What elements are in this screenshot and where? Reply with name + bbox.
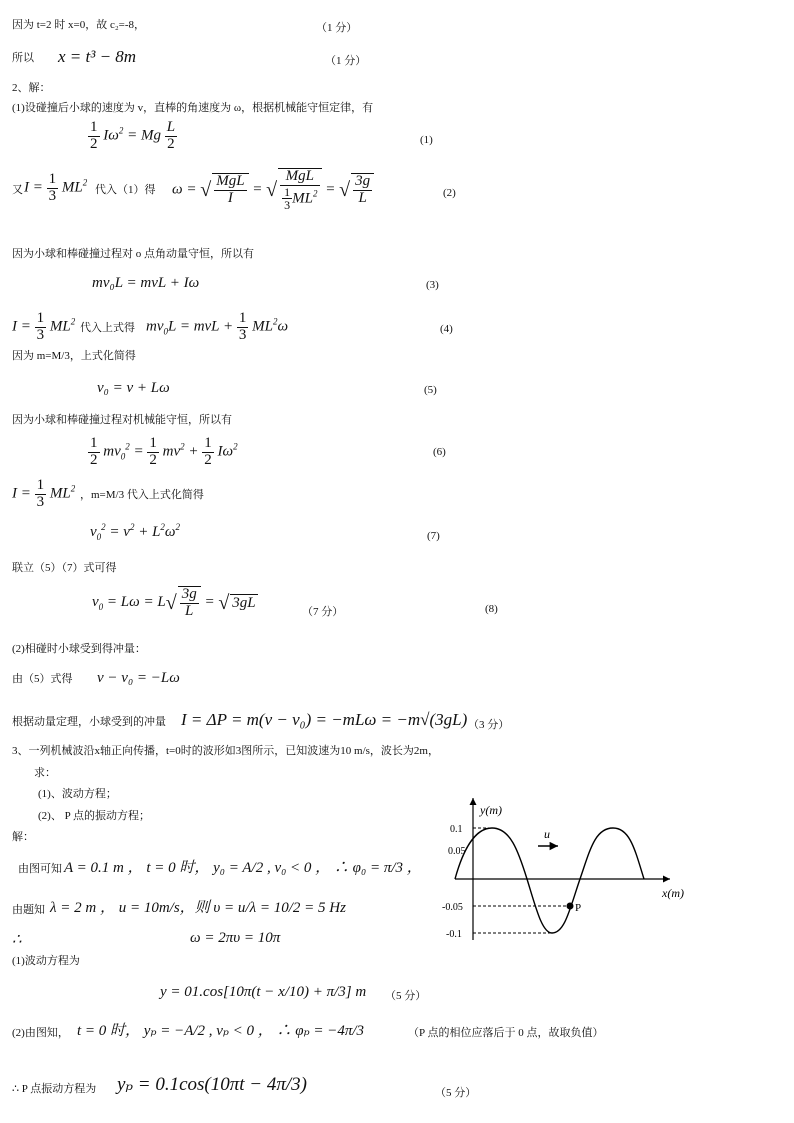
- top-line-2-score: （1 分）: [325, 55, 367, 67]
- p-line-prefix: (2)由图知，: [12, 1027, 69, 1039]
- problem-2-text-8: 联立（5）（7）式可得: [12, 562, 117, 574]
- x-axis-label: x(m): [662, 886, 684, 900]
- from-eq5-equation: v − v₀ = −Lω: [97, 670, 180, 686]
- impulse-score: （3 分）: [468, 719, 510, 731]
- problem-2-part-2: (2)相碰时小球受到得冲量：: [12, 643, 146, 655]
- problem-2-text-3: 因为小球和棒碰撞过程对 o 点角动量守恒，所以有: [12, 248, 254, 260]
- point-p: [567, 903, 574, 910]
- problem-3-q1: (1)、波动方程；: [38, 788, 117, 800]
- step-3-therefore: ∴: [12, 932, 22, 948]
- top-line-1: 因为 t=2 时 x=0，故 c₂=-8，: [12, 19, 146, 31]
- wave-curve: [455, 828, 644, 933]
- impulse-equation: I = ΔP = m(v − v₀) = −mLω = −m√(3gL): [181, 710, 468, 729]
- equation-1: $\frac{1}{2}$ $I\omega^2 = Mg$ $\frac{L}{2}$: [90, 119, 176, 152]
- equation-6-number: (6): [433, 446, 446, 458]
- top-line-1-score: （1 分）: [316, 22, 358, 34]
- tick-neg-0.1: -0.1: [446, 929, 462, 940]
- equation-3-number: (3): [426, 279, 439, 291]
- top-line-2-prefix: 所以: [12, 52, 34, 64]
- final-prefix: ∴ P 点振动方程为: [12, 1083, 97, 1095]
- problem-3-ask: 求：: [34, 767, 56, 779]
- point-p-label: P: [575, 902, 582, 914]
- problem-3-solution-label: 解：: [12, 831, 34, 843]
- step-2-body: λ = 2 m ， u = 10m/s，则 υ = u/λ = 10/2 = 5 Hz: [50, 900, 346, 916]
- problem-2-intro: (1)设碰撞后小球的速度为 v，直棒的角速度为 ω，根据机械能守恒定律，有: [12, 102, 374, 114]
- equation-3: mv₀L = mvL + Iω: [92, 275, 200, 291]
- step-1-body: A = 0.1 m ， t = 0 时， y₀ = A/2 , v₀ < 0 ， ∴ φ₀ = π/3 ，: [64, 860, 422, 876]
- wave-equation-score: （5 分）: [385, 990, 427, 1002]
- equation-6: $\frac{1}{2}$ $mv_0^2$ = $\frac{1}{2}$ $mv^2$ + $\frac{1}{2}$ $I\omega^2$: [90, 435, 238, 468]
- from-eq5-prefix: 由（5）式得: [12, 673, 73, 685]
- equation-4-inertia: I = $\frac{1}{3}$ $ML^2$: [12, 310, 76, 343]
- equation-2-mid: 代入（1）得: [95, 184, 156, 196]
- u-label: u: [544, 827, 550, 841]
- wave-equation-label: (1)波动方程为: [12, 955, 80, 967]
- problem-2-title: 2、解：: [12, 82, 51, 94]
- problem-2-text-5: 因为 m=M/3，上式化简得: [12, 350, 136, 362]
- p-line-note: （P 点的相位应落后于 0 点，故取负值）: [408, 1027, 604, 1039]
- tick-0.05: 0.05: [448, 846, 466, 857]
- equation-8-score: （7 分）: [302, 606, 344, 618]
- impulse-text: 根据动量定理，小球受到的冲量: [12, 716, 166, 728]
- equation-5: v₀ = v + Lω: [97, 380, 170, 396]
- equation-2-omega: ω = √ $\frac{\text{MgL}}{I}$ = √ MgL $\frac{1}{3}$ $ML^2$ = √ $\frac{3g}{L}$: [172, 168, 374, 212]
- step-2-prefix: 由题知: [12, 904, 45, 916]
- step-1-prefix: 由图可知: [18, 863, 62, 875]
- equation-4: $mv_0L$ = mvL + $\frac{1}{3}$ $ML^2\omega$: [146, 310, 289, 343]
- equation-7-number: (7): [427, 530, 440, 542]
- problem-3-q2: (2)、 P 点的振动方程；: [38, 810, 151, 822]
- tick-neg-0.05: -0.05: [442, 902, 463, 913]
- final-equation: yₚ = 0.1cos(10πt − 4π/3): [117, 1074, 307, 1095]
- equation-5-number: (5): [424, 384, 437, 396]
- equation-7-mid: ，m=M/3 代入上式化简得: [80, 489, 204, 501]
- equation-2-number: (2): [443, 187, 456, 199]
- equation-2-inertia: I = $\frac{1}{3}$ $ML^2$: [24, 171, 88, 204]
- equation-8: $v_0 = L\omega = L√$ $\frac{3g}{L}$ = √ 3gL: [92, 586, 256, 619]
- equation-2-prefix: 又: [12, 184, 23, 196]
- equation-8-number: (8): [485, 603, 498, 615]
- equation-1-number: (1): [420, 134, 433, 146]
- equation-7: $v_0^2 = v^2 + L^2\omega^2$: [90, 522, 181, 542]
- waveform-graph: [430, 790, 690, 950]
- wave-equation: y = 01.cos[10π(t − x/10) + π/3] m: [160, 984, 367, 1000]
- equation-7-inertia: I = $\frac{1}{3}$ $ML^2$: [12, 477, 76, 510]
- top-line-2-equation: x = t³ − 8m: [58, 47, 137, 66]
- problem-3-title: 3、一列机械波沿x轴正向传播，t=0时的波形如3图所示，已知波速为10 m/s，波长为2m，: [12, 745, 439, 757]
- equation-4-number: (4): [440, 323, 453, 335]
- equation-4-mid: 代入上式得: [80, 322, 135, 334]
- tick-0.1: 0.1: [450, 824, 463, 835]
- y-axis-label: y(m): [480, 803, 502, 817]
- p-line-body: t = 0 时， yₚ = −A/2 , vₚ < 0 ， ∴ φₚ = −4π/3: [77, 1023, 365, 1039]
- problem-2-text-6: 因为小球和棒碰撞过程对机械能守恒，所以有: [12, 414, 232, 426]
- final-score: （5 分）: [435, 1087, 477, 1099]
- step-3-body: ω = 2πυ = 10π: [190, 930, 281, 946]
